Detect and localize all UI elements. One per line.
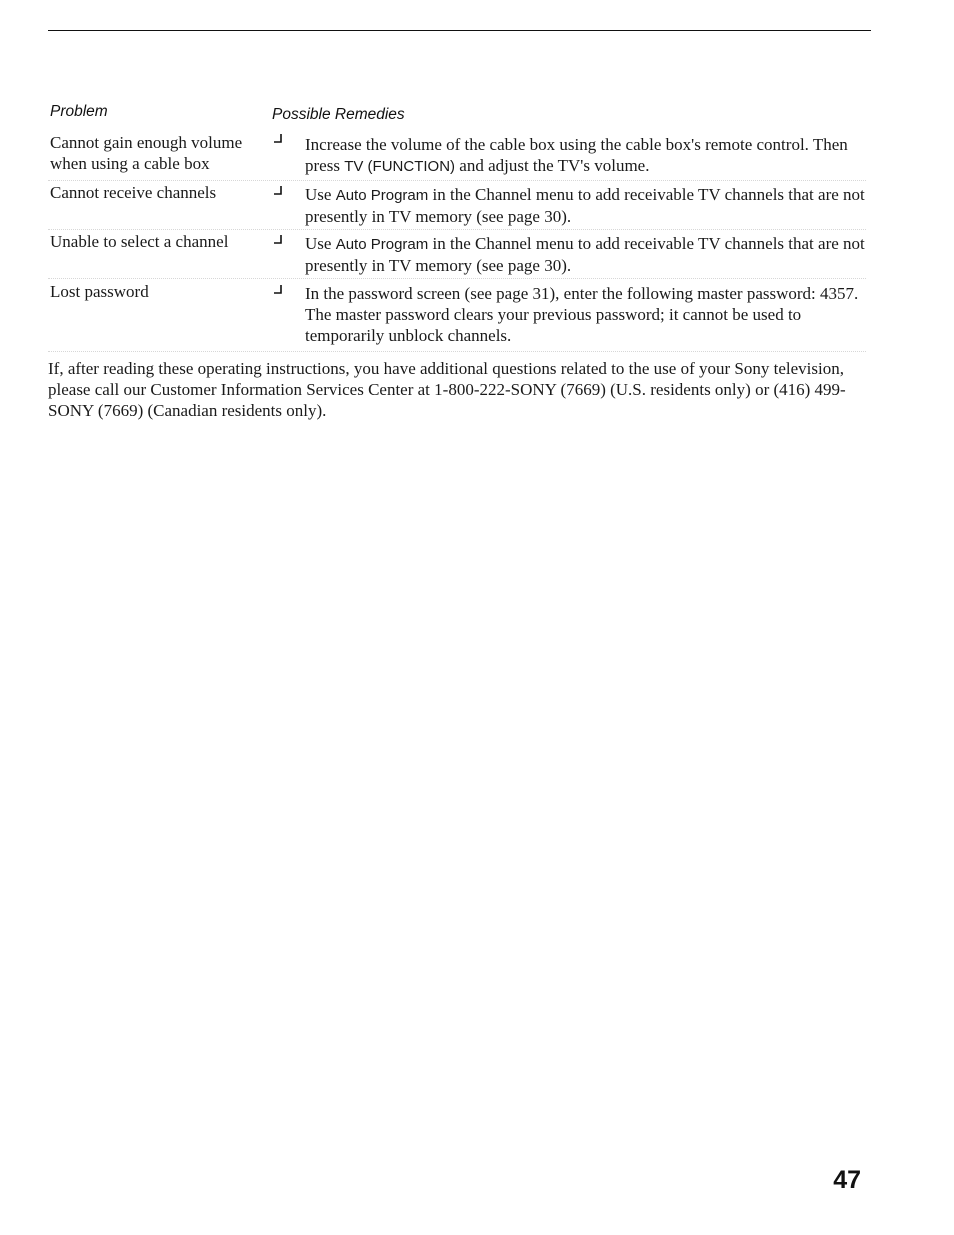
remedy-text: in the Channel menu to add receivable TV channels that are not presently in TV memory (see page 30). bbox=[305, 185, 865, 226]
menu-item-auto-program: Auto Program bbox=[335, 187, 429, 204]
problem-cell: Cannot gain enough volume when using a cable box bbox=[50, 133, 243, 173]
closing-paragraph: If, after reading these operating instructions, you have additional questions related to the use of your Sony television, please call our Customer Information Services Center at 1-800-222-SONY (7669) (U.S. residents only) or (416) 499-SONY (7669) (Canadian residents only). bbox=[48, 359, 846, 420]
remedy-text: and adjust the TV's volume. bbox=[455, 156, 650, 175]
row-divider bbox=[48, 278, 866, 279]
row-divider bbox=[48, 229, 866, 230]
problem-cell: Unable to select a channel bbox=[50, 232, 229, 251]
header-problem: Problem bbox=[50, 103, 108, 120]
menu-item-auto-program: Auto Program bbox=[335, 236, 429, 253]
checkbox-icon bbox=[272, 284, 282, 294]
remedy-text: in the Channel menu to add receivable TV channels that are not presently in TV memory (see page 30). bbox=[305, 234, 865, 275]
remedy-cell bbox=[305, 233, 870, 276]
row-divider bbox=[48, 351, 866, 352]
button-name-tv-function: TV (FUNCTION) bbox=[344, 158, 456, 175]
remedy-text: Increase the volume of the cable box using the cable box's remote control. Then press bbox=[305, 135, 848, 175]
remedy-text: Use bbox=[305, 234, 336, 253]
table-header bbox=[50, 103, 870, 125]
remedy-text: Use bbox=[305, 185, 336, 204]
checkbox-icon bbox=[272, 185, 282, 195]
checkbox-icon bbox=[272, 133, 282, 143]
remedy-cell bbox=[305, 184, 870, 227]
top-rule bbox=[48, 30, 871, 31]
remedy-cell: In the password screen (see page 31), enter the following master password: 4357. The master password clears your previous password; it cannot be used to temporarily unblock channels. bbox=[305, 284, 859, 345]
checkbox-icon bbox=[272, 234, 282, 244]
problem-cell: Cannot receive channels bbox=[50, 183, 217, 202]
page-number: 47 bbox=[833, 1166, 861, 1194]
header-possible-remedies: Possible Remedies bbox=[272, 106, 405, 123]
problem-cell: Lost password bbox=[50, 282, 149, 301]
row-divider bbox=[48, 180, 866, 181]
remedy-cell bbox=[305, 134, 870, 177]
